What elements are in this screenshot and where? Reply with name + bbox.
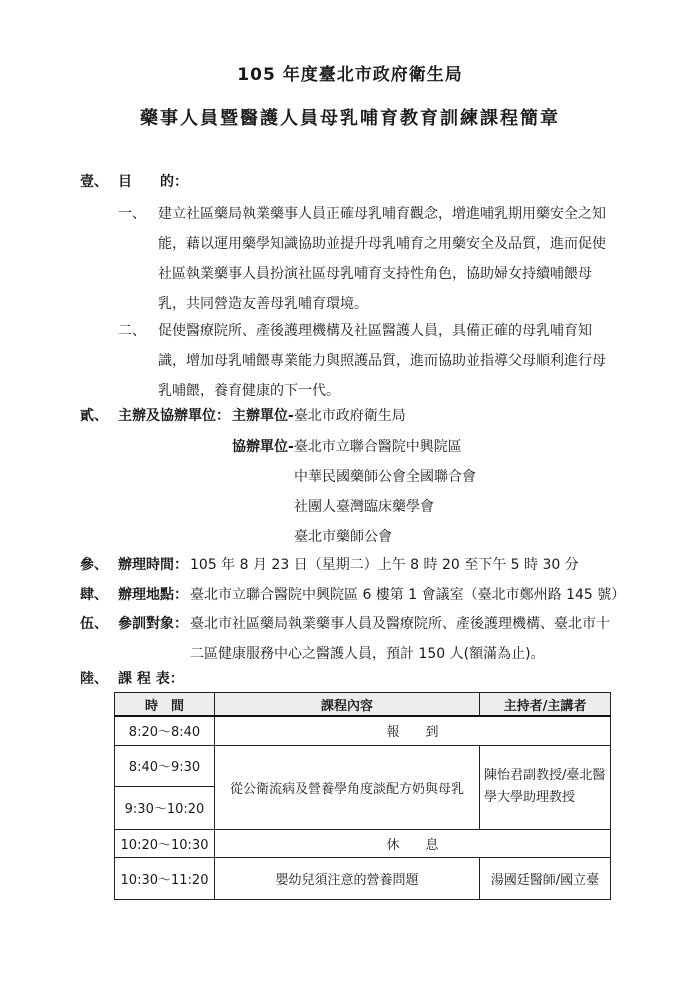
section-2-label: 主辦及協辦單位： bbox=[118, 408, 230, 424]
host-organizer bbox=[232, 406, 406, 426]
audience-line: 二區健康服務中心之醫護人員，預計 150 人(額滿為止)。 bbox=[190, 646, 545, 662]
co-organizer-label: 協辦單位- bbox=[232, 439, 294, 455]
purpose-item-1-number: 一、 bbox=[118, 206, 146, 222]
table-header-row bbox=[115, 693, 611, 717]
section-5-number: 伍、 bbox=[80, 616, 108, 632]
co-organizer-name: 臺北市立聯合醫院中興院區 bbox=[293, 439, 462, 455]
session-content: 嬰幼兒須注意的營養問題 bbox=[215, 857, 480, 899]
document-subtitle: 藥事人員暨醫護人員母乳哺育教育訓練課程簡章 bbox=[140, 108, 560, 129]
table-row bbox=[115, 857, 611, 899]
session-content: 報 到 bbox=[215, 716, 611, 745]
purpose-item-1-text bbox=[158, 199, 608, 319]
session-time: 9:30～10:20 bbox=[115, 786, 215, 829]
section-2-number: 貳、 bbox=[80, 408, 108, 424]
audience-line: 臺北市社區藥局執業藥事人員及醫療院所、產後護理機構、臺北市十 bbox=[190, 616, 610, 632]
section-5-label: 參訓對象： bbox=[118, 616, 188, 632]
co-organizer-name: 社團人臺灣臨床藥學會 bbox=[294, 499, 434, 515]
session-content: 從公衛流病及營養學角度談配方奶與母乳 bbox=[215, 745, 480, 829]
event-time: 105 年 8 月 23 日（星期二）上午 8 時 20 至下午 5 時 30 分 bbox=[190, 557, 579, 573]
purpose-item-2-line: 促使醫療院所、產後護理機構及社區醫護人員，具備正確的母乳哺育知 bbox=[158, 323, 592, 339]
schedule-table bbox=[114, 692, 611, 900]
session-content: 休 息 bbox=[215, 829, 611, 857]
session-speaker: 湯國廷醫師/國立臺 bbox=[480, 857, 611, 899]
purpose-item-1-line: 乳，共同營造友善母乳哺育環境。 bbox=[158, 296, 368, 312]
purpose-item-2-line: 識，增加母乳哺餵專業能力與照護品質，進而協助並指導父母順利進行母 bbox=[158, 353, 606, 369]
session-time: 10:30～11:20 bbox=[115, 857, 215, 899]
table-row bbox=[115, 829, 611, 857]
purpose-item-1-line: 建立社區藥局執業藥事人員正確母乳哺育觀念，增進哺乳期用藥安全之知 bbox=[158, 206, 606, 222]
section-6-label: 課 程 表： bbox=[118, 671, 184, 687]
session-time: 10:20～10:30 bbox=[115, 829, 215, 857]
purpose-item-1-line: 社區執業藥事人員扮演社區母乳哺育支持性角色，協助婦女持續哺餵母 bbox=[158, 266, 592, 282]
host-organizer-label: 主辦單位- bbox=[232, 408, 294, 424]
session-time: 8:20～8:40 bbox=[115, 716, 215, 745]
table-row bbox=[115, 716, 611, 745]
section-4-number: 肆、 bbox=[80, 587, 108, 603]
co-organizer-name: 臺北市藥師公會 bbox=[294, 529, 392, 545]
section-1-number: 壹、 bbox=[80, 174, 108, 190]
section-6-number: 陸、 bbox=[80, 671, 108, 687]
co-organizer-name: 中華民國藥師公會全國聯合會 bbox=[294, 469, 476, 485]
header-time: 時 間 bbox=[115, 693, 215, 717]
purpose-item-1-line: 能，藉以運用藥學知識協助並提升母乳哺育之用藥安全及品質，進而促使 bbox=[158, 236, 606, 252]
header-content: 課程內容 bbox=[215, 693, 480, 717]
section-3-label: 辦理時間： bbox=[118, 557, 188, 573]
section-3-number: 參、 bbox=[80, 557, 108, 573]
header-speaker: 主持者/主講者 bbox=[480, 693, 611, 717]
document-title: 105 年度臺北市政府衛生局 bbox=[237, 65, 463, 85]
section-4-label: 辦理地點： bbox=[118, 587, 188, 603]
section-1-label: 目 的： bbox=[118, 174, 188, 190]
purpose-item-2-text bbox=[158, 316, 608, 406]
event-venue: 臺北市立聯合醫院中興院區 6 樓第 1 會議室（臺北市鄭州路 145 號） bbox=[190, 587, 626, 603]
purpose-item-2-number: 二、 bbox=[118, 323, 146, 339]
co-organizer bbox=[232, 437, 462, 457]
session-speaker: 陳怡君副教授/臺北醫學大學助理教授 bbox=[480, 745, 611, 829]
session-time: 8:40～9:30 bbox=[115, 745, 215, 786]
purpose-item-2-line: 乳哺餵，養育健康的下一代。 bbox=[158, 383, 340, 399]
table-row bbox=[115, 745, 611, 786]
host-organizer-name: 臺北市政府衛生局 bbox=[293, 408, 406, 424]
